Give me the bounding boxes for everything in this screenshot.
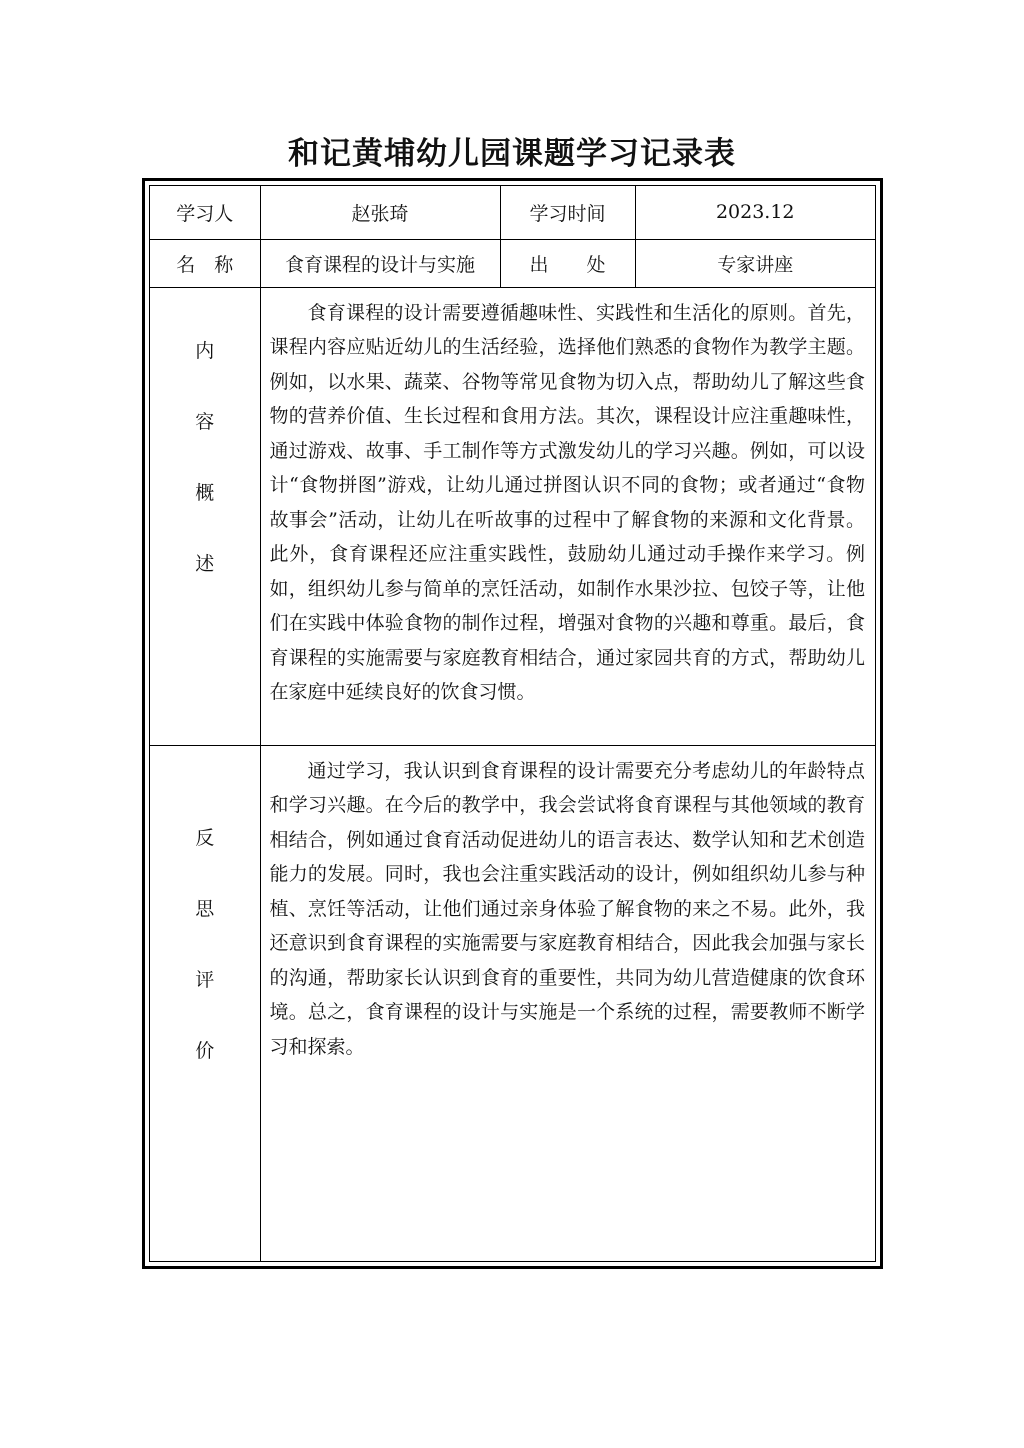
reflection-label-char: 价 [195, 1040, 215, 1063]
source-label: 出 处 [500, 239, 635, 287]
learner-label: 学习人 [150, 186, 260, 239]
reflection-text: 通过学习，我认识到食育课程的设计需要充分考虑幼儿的年龄特点和学习兴趣。在今后的教学中，我会尝试将食育课程与其他领域的教育相结合，例如通过食育活动促进幼儿的语言表达、数学认知和艺术创造能力的发展。同时，我也会注重实践活动的设计，例如组织幼儿参与种植、烹饪等活动，让他们通过亲身体验了解食物的来之不易。此外，我还意识到食育课程的实施需要与家庭教育相结合，因此我会加强与家长的沟通，帮助家长认识到食育的重要性，共同为幼儿营造健康的饮食环境。总之，食育课程的设计与实施是一个系统的过程，需要教师不断学习和探索。 [269, 759, 865, 1058]
summary-row [150, 287, 875, 745]
summary-label-char: 概 [195, 482, 215, 504]
summary-label [150, 287, 260, 745]
reflection-label-char: 评 [195, 969, 215, 992]
reflection-label [150, 745, 260, 1261]
record-form [142, 178, 883, 1269]
topic-row [150, 239, 875, 287]
study-time-value: 2023.12 [635, 186, 875, 239]
summary-content [260, 287, 875, 745]
source-value: 专家讲座 [635, 239, 875, 287]
summary-label-char: 容 [195, 411, 215, 433]
topic-name-value: 食育课程的设计与实施 [260, 239, 500, 287]
reflection-row [150, 745, 875, 1261]
record-table [150, 186, 875, 1261]
page-title: 和记黄埔幼儿园课题学习记录表 [288, 136, 736, 172]
summary-label-char: 述 [195, 553, 215, 575]
learner-value: 赵张琦 [260, 186, 500, 239]
study-time-label: 学习时间 [500, 186, 635, 239]
learner-row [150, 186, 875, 239]
summary-label-char: 内 [195, 340, 215, 362]
reflection-label-char: 反 [195, 827, 215, 850]
topic-name-label: 名 称 [150, 239, 260, 287]
reflection-label-char: 思 [195, 898, 215, 921]
reflection-content [260, 745, 875, 1261]
summary-text: 食育课程的设计需要遵循趣味性、实践性和生活化的原则。首先，课程内容应贴近幼儿的生活经验，选择他们熟悉的食物作为教学主题。例如，以水果、蔬菜、谷物等常见食物为切入点，帮助幼儿了解这些食物的营养价值、生长过程和食用方法。其次，课程设计应注重趣味性，通过游戏、故事、手工制作等方式激发幼儿的学习兴趣。例如，可以设计“食物拼图”游戏，让幼儿通过拼图认识不同的食物；或者通过“食物故事会”活动，让幼儿在听故事的过程中了解食物的来源和文化背景。此外，食育课程还应注重实践性，鼓励幼儿通过动手操作来学习。例如，组织幼儿参与简单的烹饪活动，如制作水果沙拉、包饺子等，让他们在实践中体验食物的制作过程，增强对食物的兴趣和尊重。最后，食育课程的实施需要与家庭教育相结合，通过家园共育的方式，帮助幼儿在家庭中延续良好的饮食习惯。 [269, 301, 865, 703]
